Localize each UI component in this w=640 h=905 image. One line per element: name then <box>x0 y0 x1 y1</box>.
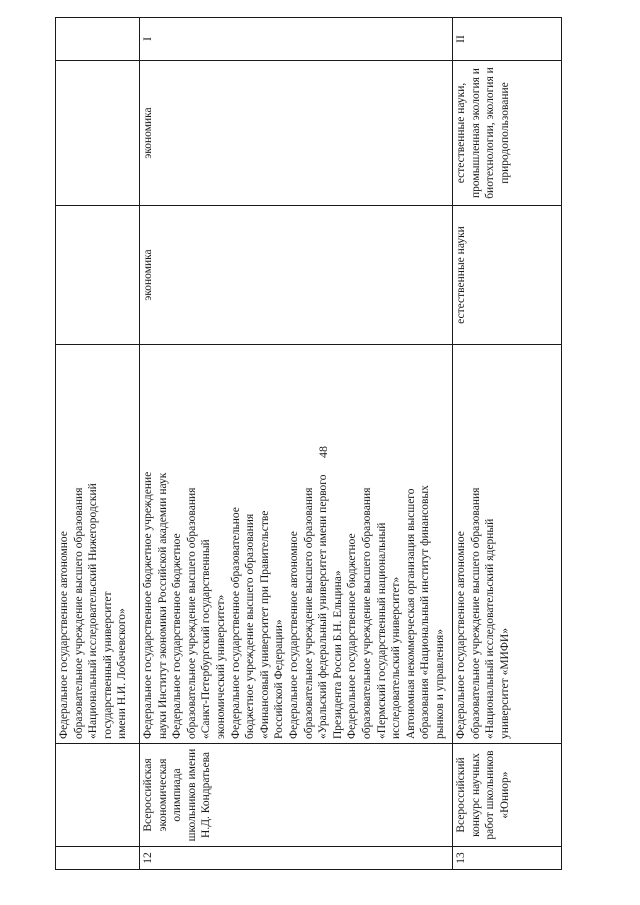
organizer-line: «Санкт-Петербургский государственный <box>200 539 213 739</box>
organizers-cell <box>453 345 562 744</box>
organizer-line: государственный университет <box>101 591 114 739</box>
organizer-line: науки Институт экономики Российской академии наук <box>156 472 169 739</box>
row-number-cell: 12 <box>140 847 453 870</box>
organizers-cell <box>140 345 453 744</box>
organizer-line: образовательное учреждение высшего образования <box>302 487 315 739</box>
organizer-line: Федеральное государственное бюджетное <box>346 533 359 739</box>
organizer-line: Автономная некоммерческая организация высшего <box>404 488 417 739</box>
organizer-line: университет «МИФИ» <box>498 628 511 739</box>
organizer-line: Федеральное государственное автономное <box>455 531 467 739</box>
organizer-line: Федеральное государственное автономное <box>58 531 70 739</box>
organizer-line: рынков и управления» <box>433 629 446 739</box>
rotated-table-container <box>55 32 561 870</box>
organizer-line: исследовательский университет» <box>390 576 403 739</box>
organizers-cell <box>56 345 140 744</box>
organizer-line: образовательное учреждение высшего образования <box>185 487 198 739</box>
organizer-line: Федеральное государственное автономное <box>287 531 300 739</box>
organizer-line: Президента России Б.Н. Ельцина» <box>331 570 344 739</box>
organizer-line: Федеральное государственное образовательное <box>229 507 242 739</box>
subjects-cell <box>56 206 140 345</box>
organizer-line: образования «Национальный институт финансовых <box>419 485 432 739</box>
table-row <box>56 18 140 870</box>
organizer-line: имени Н.И. Лобачевского» <box>116 608 129 739</box>
table-row <box>453 18 562 870</box>
page-number: 48 <box>316 446 330 458</box>
organizer-line: «Национальный исследовательский ядерный <box>484 518 497 739</box>
organizer-line: образовательное учреждение высшего образования <box>469 487 482 739</box>
organizer-line: образовательное учреждение высшего образования <box>360 487 373 739</box>
olympiad-name-cell: Всероссийская экономическая олимпиада школьников имени Н.Д. Кондратьева <box>140 744 453 847</box>
olympiad-name-cell: Всероссийский конкурс научных работ школьников «Юниор» <box>453 744 562 847</box>
organizer-line: «Пермский государственный национальный <box>375 522 388 739</box>
profiles-cell: экономика <box>140 61 453 206</box>
olympiad-table <box>55 17 562 870</box>
organizer-line: Российской Федерации» <box>273 619 286 739</box>
profiles-cell <box>56 61 140 206</box>
subjects-cell: экономика <box>140 206 453 345</box>
organizer-line: «Уральский федеральный университет имени первого <box>317 474 330 739</box>
profiles-cell: естественные науки, промышленная экология и биотехнологии, экология и природопользование <box>453 61 562 206</box>
table-row <box>140 18 453 870</box>
organizer-line: «Национальный исследовательский Нижегородский <box>87 483 100 739</box>
olympiad-name-cell <box>56 744 140 847</box>
organizer-line: Федеральное государственное бюджетное учреждение <box>142 471 154 739</box>
level-cell: I <box>140 18 453 61</box>
organizer-line: бюджетное учреждение высшего образования <box>244 513 257 739</box>
row-number-cell <box>56 847 140 870</box>
level-cell: II <box>453 18 562 61</box>
subjects-cell: естественные науки <box>453 206 562 345</box>
level-cell <box>56 18 140 61</box>
organizer-line: «Финансовый университет при Правительстве <box>258 510 271 739</box>
row-number-cell: 13 <box>453 847 562 870</box>
organizer-line: Федеральное государственное бюджетное <box>171 533 184 739</box>
organizer-line: образовательное учреждение высшего образования <box>72 487 85 739</box>
organizer-line: экономический университет» <box>214 594 227 739</box>
